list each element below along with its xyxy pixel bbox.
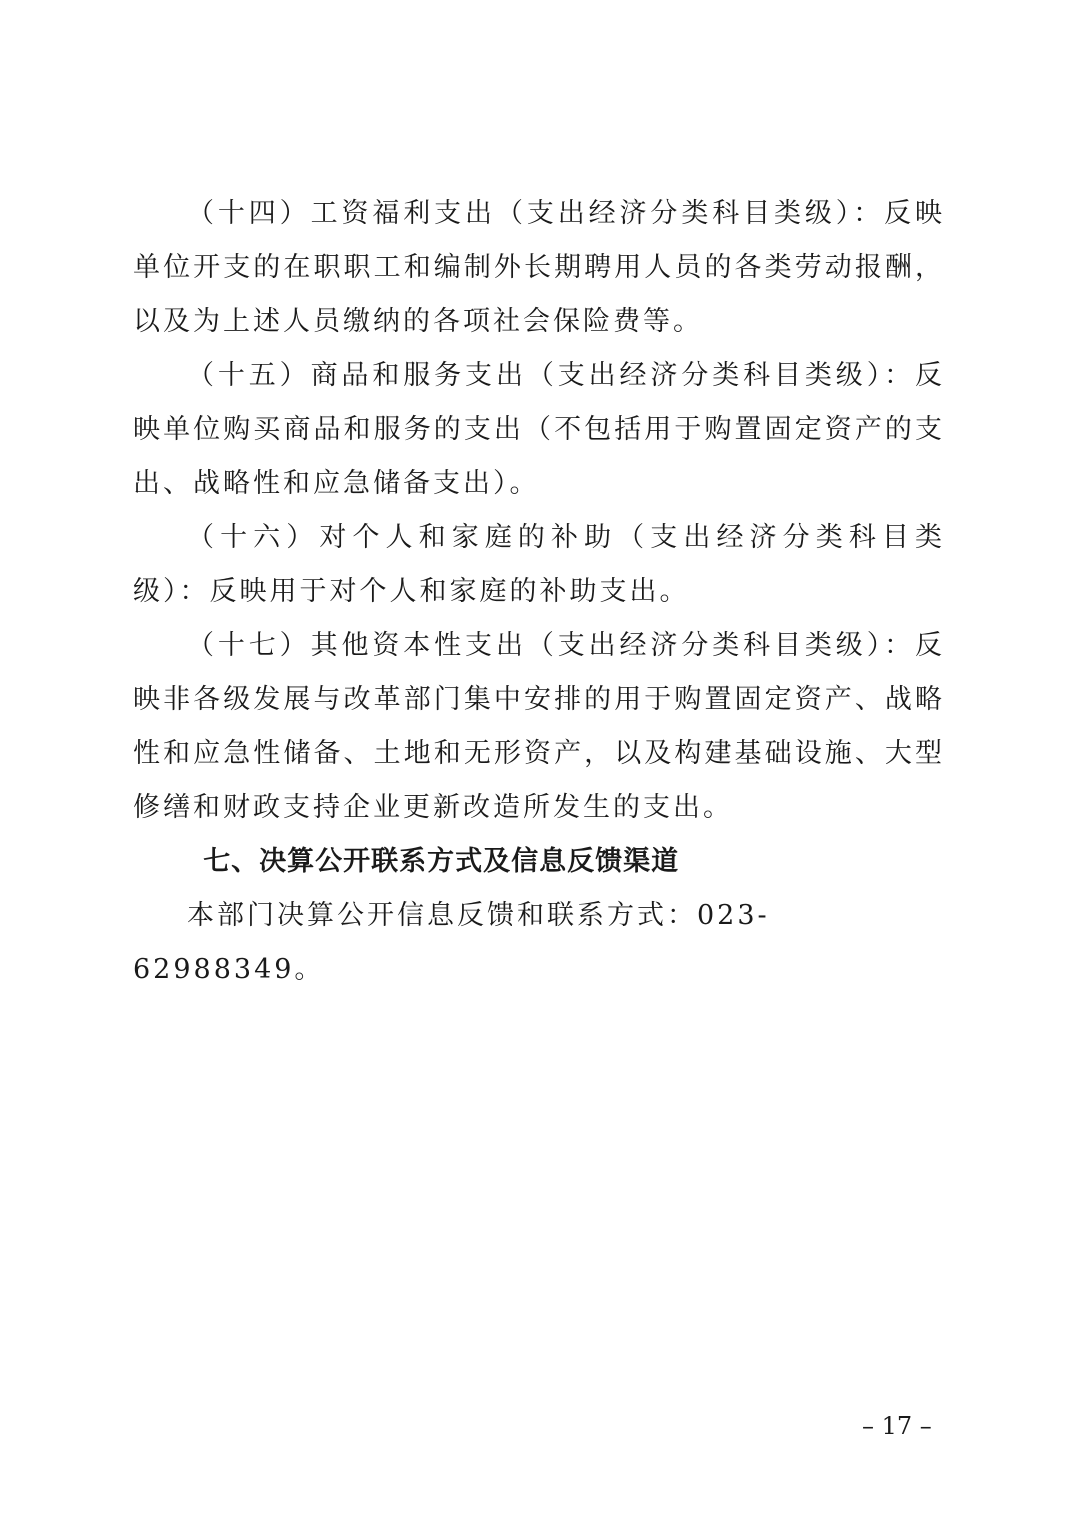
section-heading: 七、决算公开联系方式及信息反馈渠道 xyxy=(203,846,680,877)
paragraph-other-capital: （十七）其他资本性支出（支出经济分类科目类级）：反映非各级发展与改革部门集中安排的用于购置固定资产、战略性和应急性储备、土地和无形资产，以及构建基础设施、大型修缮和财政支持企业更新改造所发生的支出。 xyxy=(133,630,945,823)
page-number: – 17 – xyxy=(862,1412,932,1440)
contact-info: 本部门决算公开信息反馈和联系方式：023-62988349。 xyxy=(133,900,770,985)
paragraph-goods-services: （十五）商品和服务支出（支出经济分类科目类级）：反映单位购买商品和服务的支出（不包括用于购置固定资产的支出、战略性和应急储备支出）。 xyxy=(133,360,945,499)
paragraph-wage-welfare: （十四）工资福利支出（支出经济分类科目类级）：反映单位开支的在职职工和编制外长期聘用人员的各类劳动报酬，以及为上述人员缴纳的各项社会保险费等。 xyxy=(133,198,945,337)
paragraph-household-subsidy: （十六）对个人和家庭的补助（支出经济分类科目类级）：反映用于对个人和家庭的补助支出。 xyxy=(133,522,945,607)
document-body xyxy=(133,187,945,997)
